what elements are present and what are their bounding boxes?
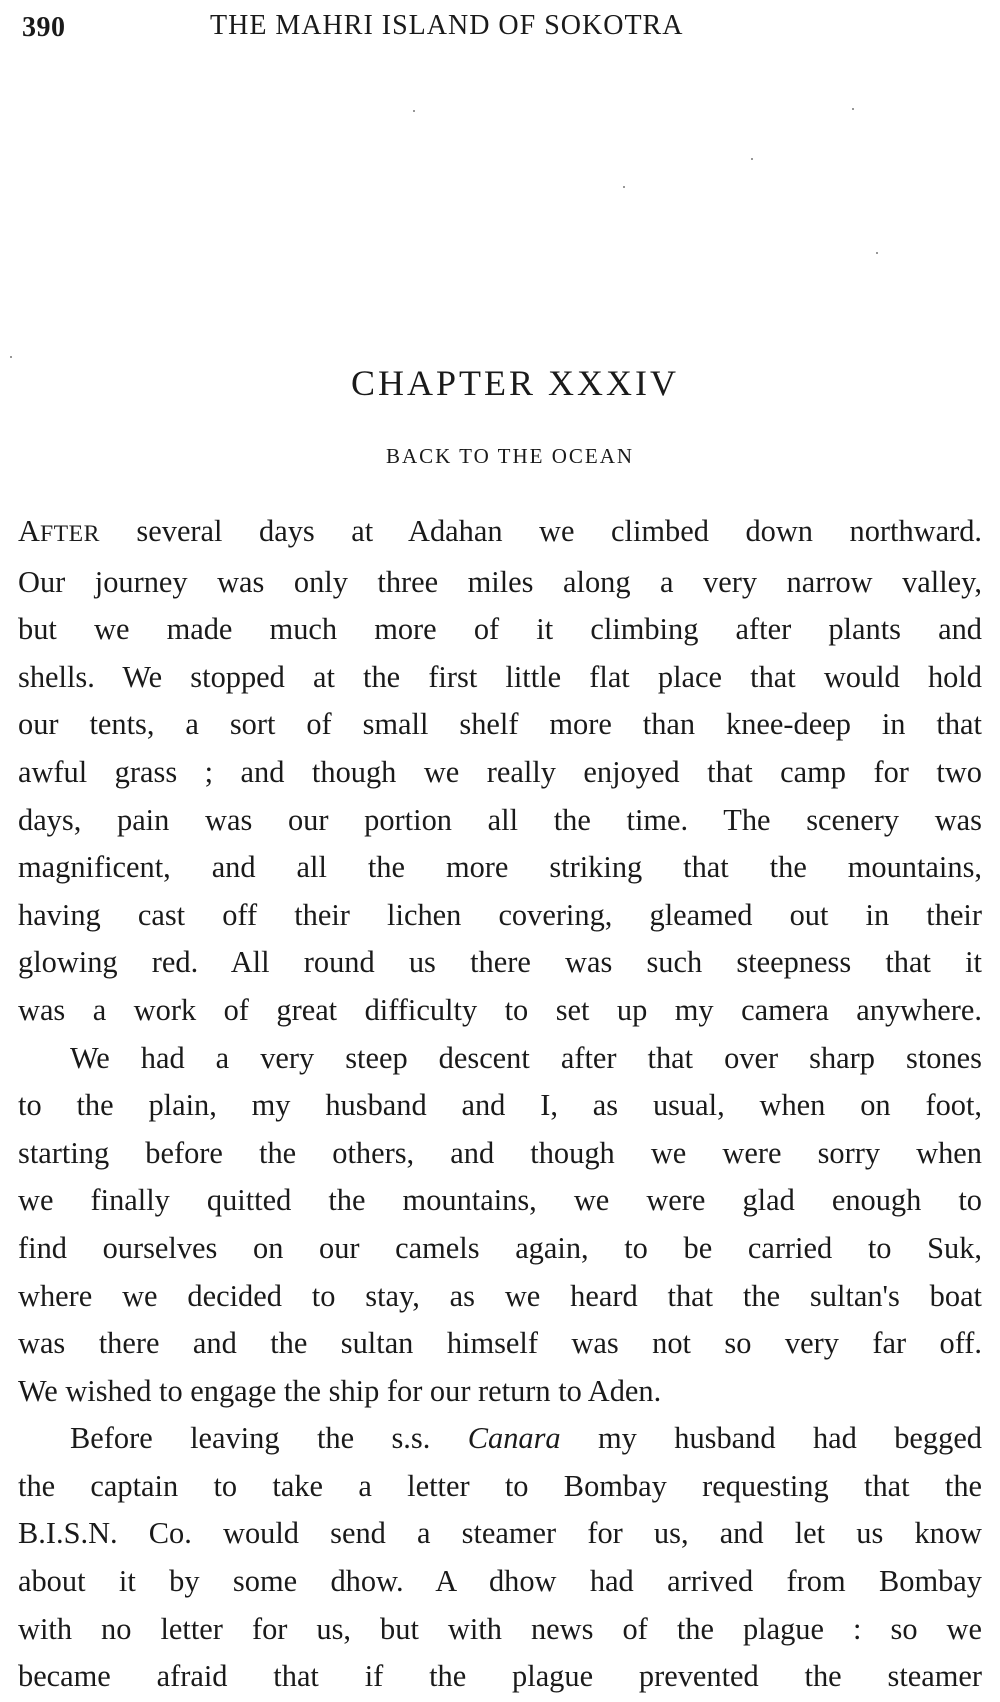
page-number: 390 (22, 12, 66, 43)
paragraph-3 (18, 1415, 982, 1701)
text-line: we finally quitted the mountains, we were glad enough to (18, 1183, 982, 1218)
chapter-subtitle: BACK TO THE OCEAN (385, 444, 635, 468)
line-text: Before leaving the s.s. (70, 1421, 468, 1456)
text-line: shells. We stopped at the first little flat place that would hold (18, 659, 982, 694)
scan-speck (876, 252, 878, 254)
running-head (18, 6, 978, 46)
drop-word-rest: FTER (39, 521, 100, 547)
text-line: about it by some dhow. A dhow had arrived from Bombay (18, 1564, 982, 1599)
text-line: days, pain was our portion all the time. The scenery was (18, 802, 982, 837)
book-title: THE MAHRI ISLAND OF SOKOTRA (210, 10, 684, 41)
line-text: my husband had begged (560, 1421, 982, 1456)
text-line: became afraid that if the plague prevented the steamer (18, 1659, 982, 1694)
text-line (18, 1415, 982, 1463)
text-line: We had a very steep descent after that over sharp stones (70, 1040, 982, 1075)
text-line: glowing red. All round us there was such steepness that it (18, 945, 982, 980)
text-line: magnificent, and all the more striking that the mountains, (18, 850, 982, 885)
scan-speck (852, 108, 854, 110)
paragraph-1 (18, 508, 982, 1035)
text-line: but we made much more of it climbing after plants and (18, 612, 982, 647)
text-line: our tents, a sort of small shelf more than knee-deep in that (18, 707, 982, 742)
paragraph-2 (18, 1035, 982, 1416)
body-text (18, 508, 982, 1701)
scan-speck (413, 110, 415, 112)
scan-speck (751, 158, 753, 160)
text-line: where we decided to stay, as we heard that the sultan's boat (18, 1278, 982, 1313)
line-text: several days at Adahan we climbed down northward. (99, 514, 982, 548)
drop-word-initial: A (18, 514, 40, 548)
text-line: was a work of great difficulty to set up my camera anywhere. (18, 992, 982, 1027)
text-line: was there and the sultan himself was not so very far off. (18, 1326, 982, 1361)
scan-speck (10, 356, 12, 358)
text-line: to the plain, my husband and I, as usual, when on foot, (18, 1088, 982, 1123)
text-line: having cast off their lichen covering, gleamed out in their (18, 897, 982, 932)
text-line: with no letter for us, but with news of the plague : so we (18, 1611, 982, 1646)
text-line (18, 508, 982, 559)
text-line: We wished to engage the ship for our return to Aden. (18, 1373, 662, 1408)
text-line: the captain to take a letter to Bombay requesting that the (18, 1468, 982, 1503)
text-line: Our journey was only three miles along a very narrow valley, (18, 564, 982, 599)
text-line: B.I.S.N. Co. would send a steamer for us, and let us know (18, 1516, 982, 1551)
scan-speck (623, 186, 625, 188)
text-line: starting before the others, and though we were sorry when (18, 1135, 982, 1170)
text-line: find ourselves on our camels again, to be carried to Suk, (18, 1230, 982, 1265)
chapter-heading: CHAPTER XXXIV (350, 363, 679, 403)
text-line: awful grass ; and though we really enjoyed that camp for two (18, 754, 982, 789)
ship-name: Canara (467, 1421, 561, 1456)
